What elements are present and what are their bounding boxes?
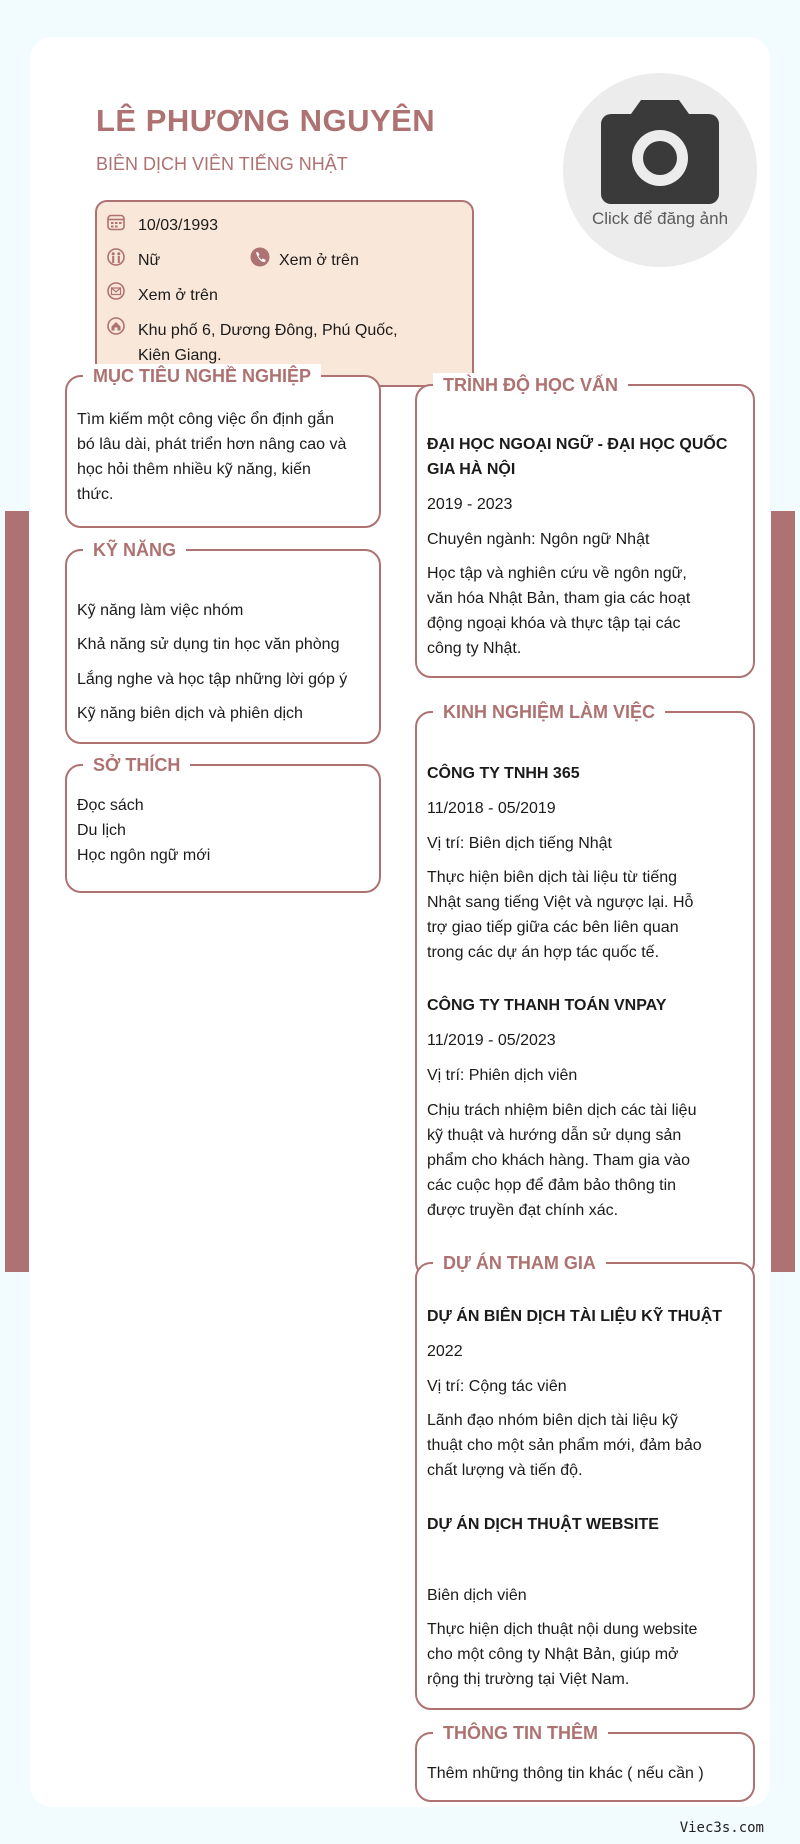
job-desc-line: được truyền đạt chính xác. <box>427 1202 619 1219</box>
project-name: DỰ ÁN BIÊN DỊCH TÀI LIỆU KỸ THUẬT <box>427 1308 723 1325</box>
extra-info-heading: THÔNG TIN THÊM <box>433 1721 608 1745</box>
education-heading: TRÌNH ĐỘ HỌC VẤN <box>433 373 628 397</box>
job-desc-line: kỹ thuật và hướng dẫn sử dụng sản <box>427 1127 682 1144</box>
education-desc-line: động ngoại khóa và thực tập tại các <box>427 615 681 632</box>
hobbies-section <box>65 755 381 893</box>
watermark: Viec3s.com <box>679 1820 764 1836</box>
gender: Nữ <box>138 252 161 269</box>
photo-upload-label: Click để đăng ảnh <box>591 209 729 228</box>
camera-icon <box>601 100 719 204</box>
job-period: 11/2019 - 05/2023 <box>427 1032 556 1049</box>
photo-upload[interactable] <box>563 73 757 267</box>
job-desc-line: Nhật sang tiếng Việt và ngược lại. Hỗ <box>427 894 694 911</box>
project-desc-line: cho một công ty Nhật Bản, giúp mở <box>427 1646 679 1663</box>
job-desc-line: các cuộc họp để đảm bảo thông tin <box>427 1177 677 1194</box>
education-desc-line: văn hóa Nhật Bản, tham gia các hoạt <box>427 590 691 607</box>
job-desc-line: trợ giao tiếp giữa các bên liên quan <box>427 919 679 936</box>
education-period: 2019 - 2023 <box>427 496 513 513</box>
job-position: Vị trí: Biên dịch tiếng Nhật <box>427 835 612 852</box>
objective-section <box>65 366 381 528</box>
project-role: Vị trí: Cộng tác viên <box>427 1378 567 1395</box>
objective-line: bó lâu dài, phát triển hơn nâng cao và <box>77 436 347 453</box>
projects-section <box>415 1253 755 1710</box>
contact-box <box>95 200 474 387</box>
project-role: Biên dịch viên <box>427 1587 527 1604</box>
experience-heading: KINH NGHIỆM LÀM VIỆC <box>433 700 665 724</box>
left-accent-bar <box>5 511 29 1272</box>
hobby-item: Đọc sách <box>77 797 144 814</box>
project-desc-line: Thực hiện dịch thuật nội dung website <box>427 1621 698 1638</box>
hobby-item: Du lịch <box>77 822 126 839</box>
address-line-2: Kiên Giang. <box>138 347 222 364</box>
education-section <box>415 375 755 678</box>
hobbies-heading: SỞ THÍCH <box>83 753 190 777</box>
job-desc-line: phẩm cho khách hàng. Tham gia vào <box>427 1152 690 1169</box>
objective-line: Tìm kiếm một công việc ổn định gắn <box>77 411 335 428</box>
project-year: 2022 <box>427 1343 463 1360</box>
skill-item: Lắng nghe và học tập những lời góp ý <box>77 671 348 688</box>
calendar-icon <box>107 213 125 231</box>
skill-item: Kỹ năng làm việc nhóm <box>77 602 244 619</box>
project-desc-line: Lãnh đạo nhóm biên dịch tài liệu kỹ <box>427 1412 678 1429</box>
school-name-line-2: GIA HÀ NỘI <box>427 461 516 478</box>
job-desc-line: trong các dự án hợp tác quốc tế. <box>427 944 660 961</box>
job-company: CÔNG TY THANH TOÁN VNPAY <box>427 997 667 1014</box>
cv-sheet <box>30 37 770 1807</box>
address-line-1: Khu phố 6, Dương Đông, Phú Quốc, <box>138 322 398 339</box>
birthday: 10/03/1993 <box>138 217 219 234</box>
hobby-item: Học ngôn ngữ mới <box>77 847 211 864</box>
education-desc-line: Học tập và nghiên cứu về ngôn ngữ, <box>427 565 687 582</box>
gender-icon <box>107 248 125 266</box>
job-company: CÔNG TY TNHH 365 <box>427 765 580 782</box>
phone-icon <box>250 247 270 267</box>
objective-line: học hỏi thêm nhiều kỹ năng, kiến <box>77 461 311 478</box>
job-desc-line: Thực hiện biên dịch tài liệu từ tiếng <box>427 869 678 886</box>
project-desc-line: chất lượng và tiến độ. <box>427 1462 583 1479</box>
objective-line: thức. <box>77 486 114 503</box>
home-icon <box>107 317 125 335</box>
education-major: Chuyên ngành: Ngôn ngữ Nhật <box>427 531 650 548</box>
email: Xem ở trên <box>138 287 218 304</box>
school-name-line-1: ĐẠI HỌC NGOẠI NGỮ - ĐẠI HỌC QUỐC <box>427 436 728 453</box>
project-name: DỰ ÁN DỊCH THUẬT WEBSITE <box>427 1516 659 1533</box>
skills-section <box>65 540 381 744</box>
job-position: Vị trí: Phiên dịch viên <box>427 1067 578 1084</box>
extra-info-section <box>415 1723 755 1802</box>
right-accent-bar <box>771 511 795 1272</box>
skill-item: Kỹ năng biên dịch và phiên dịch <box>77 705 303 722</box>
extra-info-text: Thêm những thông tin khác ( nếu cần ) <box>427 1765 704 1782</box>
job-title: BIÊN DỊCH VIÊN TIẾNG NHẬT <box>96 154 348 174</box>
project-desc-line: thuật cho một sản phẩm mới, đảm bảo <box>427 1437 702 1454</box>
projects-heading: DỰ ÁN THAM GIA <box>433 1251 606 1275</box>
education-desc-line: công ty Nhật. <box>427 640 522 657</box>
skills-heading: KỸ NĂNG <box>83 538 186 562</box>
skill-item: Khả năng sử dụng tin học văn phòng <box>77 636 340 653</box>
project-desc-line: rộng thị trường tại Việt Nam. <box>427 1671 630 1688</box>
job-desc-line: Chịu trách nhiệm biên dịch các tài liệu <box>427 1102 697 1119</box>
email-icon <box>107 282 125 300</box>
objective-heading: MỤC TIÊU NGHỀ NGHIỆP <box>83 364 321 388</box>
job-period: 11/2018 - 05/2019 <box>427 800 556 817</box>
phone: Xem ở trên <box>279 252 359 269</box>
candidate-name: LÊ PHƯƠNG NGUYÊN <box>96 103 436 138</box>
experience-section <box>415 702 755 1278</box>
